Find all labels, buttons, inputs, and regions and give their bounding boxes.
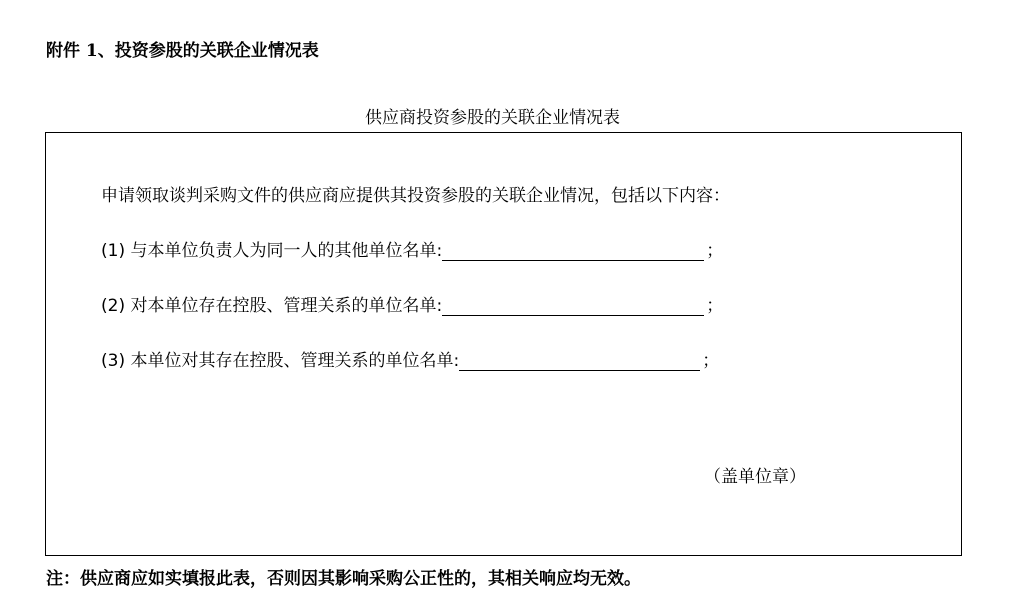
item-3-end: ； xyxy=(702,351,720,371)
item-3-blank-field[interactable] xyxy=(459,352,700,371)
seal-note: （盖单位章） xyxy=(704,467,806,487)
attachment-heading: 附件 1、投资参股的关联企业情况表 xyxy=(46,41,319,61)
item-1 xyxy=(101,236,723,261)
item-2-label: (2) 对本单位存在控股、管理关系的单位名单: xyxy=(101,296,443,316)
item-3 xyxy=(101,346,719,371)
item-3-label: (3) 本单位对其存在控股、管理关系的单位名单: xyxy=(101,351,460,371)
item-1-end: ； xyxy=(706,241,724,261)
item-1-label: (1) 与本单位负责人为同一人的其他单位名单: xyxy=(101,241,443,261)
footnote: 注：供应商应如实填报此表，否则因其影响采购公正性的，其相关响应均无效。 xyxy=(46,569,641,589)
table-title: 供应商投资参股的关联企业情况表 xyxy=(365,108,620,128)
item-2-end: ； xyxy=(706,296,724,316)
item-2 xyxy=(101,291,723,316)
item-2-blank-field[interactable] xyxy=(442,297,704,316)
item-1-blank-field[interactable] xyxy=(442,242,704,261)
intro-text: 申请领取谈判采购文件的供应商应提供其投资参股的关联企业情况，包括以下内容： xyxy=(101,186,730,206)
